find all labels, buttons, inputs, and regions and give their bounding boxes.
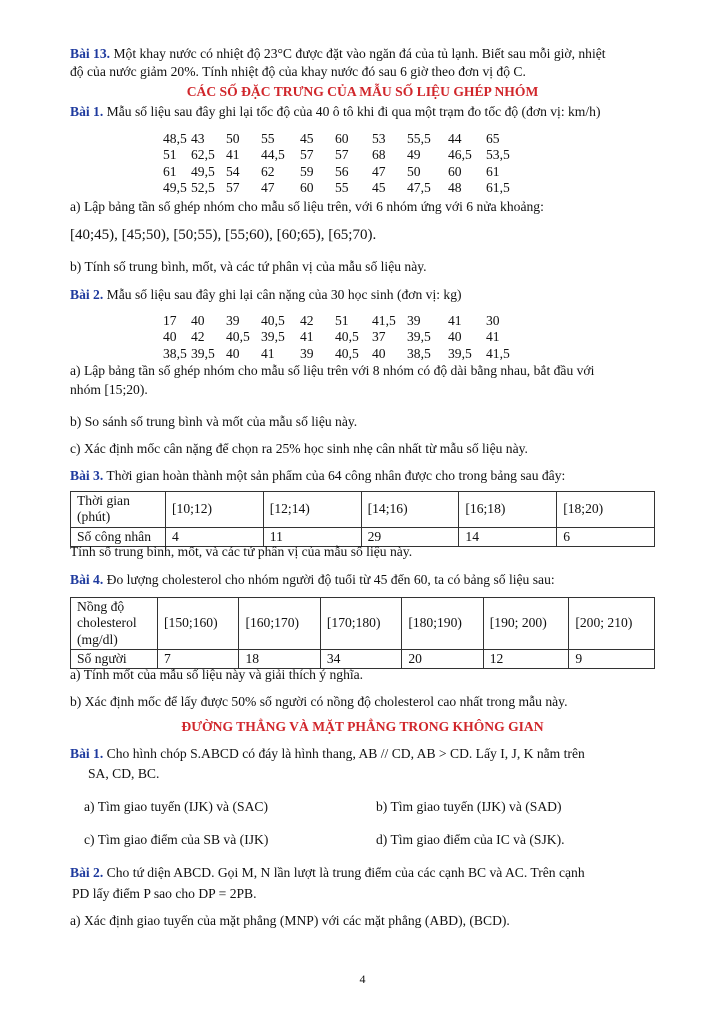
s4-intro: Bài 4. Đo lượng cholesterol cho nhóm người độ tuổi từ 45 đến 60, ta có bảng số liệu sau: [70, 572, 555, 587]
data-cell: 56 [335, 163, 349, 179]
data-cell: 38,5 [163, 345, 187, 361]
data-cell: 40,5 [261, 313, 285, 328]
s4-table [70, 597, 655, 669]
s4-header-cell: Nồng độ cholesterol (mg/dl) [71, 598, 158, 650]
data-row [163, 346, 526, 362]
data-cell: 42 [300, 313, 314, 328]
data-cell: 65 [486, 131, 500, 146]
data-cell: 41 [226, 147, 240, 163]
s1-intervals: [40;45), [45;50), [50;55), [55;60), [60;65), [65;70). [70, 227, 377, 243]
data-row [163, 147, 526, 163]
s4-question-a: a) Tính mốt của mẫu số liệu này và giải thích ý nghĩa. [70, 667, 364, 682]
s4-question-b: b) Xác định mốc để lấy được 50% số người có nồng độ cholesterol cao nhất trong mẫu này. [70, 694, 568, 709]
data-cell: 47,5 [407, 179, 431, 195]
data-cell: 17 [163, 313, 177, 328]
s2-question-b: b) So sánh số trung bình và mốt của mẫu số liệu này. [70, 414, 358, 429]
section-heading-geometry: ĐƯỜNG THẲNG VÀ MẶT PHẲNG TRONG KHÔNG GIAN [181, 719, 544, 734]
s3-count-cell: 11 [263, 527, 361, 546]
data-cell: 38,5 [407, 345, 431, 361]
g1-intro: Bài 1. Cho hình chóp S.ABCD có đáy là hình thang, AB // CD, AB > CD. Lấy I, J, K nằm trên [70, 746, 585, 761]
data-cell: 55,5 [407, 131, 431, 146]
s2-question-a-line2: nhóm [15;20). [70, 382, 148, 397]
data-cell: 52,5 [191, 179, 215, 195]
data-row [163, 164, 526, 180]
data-cell: 40,5 [335, 329, 359, 345]
s3-header-row [71, 492, 655, 528]
data-cell: 40 [191, 313, 205, 328]
data-cell: 49,5 [191, 163, 215, 179]
data-cell: 40 [163, 329, 177, 345]
data-cell: 40 [448, 329, 462, 345]
s3-intro: Bài 3. Thời gian hoàn thành một sản phẩm của 64 công nhân được cho trong bảng sau đây: [70, 468, 566, 483]
s2-question-c: c) Xác định mốc cân nặng để chọn ra 25% học sinh nhẹ cân nhất từ mẫu số liệu này. [70, 441, 528, 456]
data-row [163, 131, 526, 147]
g1-question-a: a) Tìm giao tuyến (IJK) và (SAC) [84, 799, 268, 814]
data-cell: 43 [191, 131, 205, 146]
data-cell: 60 [335, 131, 349, 146]
data-cell: 60 [300, 179, 314, 195]
data-cell: 57 [226, 179, 240, 195]
data-row [163, 329, 526, 345]
data-cell: 30 [486, 313, 500, 328]
data-row [163, 180, 526, 196]
bai13-line1: Bài 13. Một khay nước có nhiệt độ 23°C được đặt vào ngăn đá của tủ lạnh. Biết sau mỗi giờ, nhiệt [70, 46, 606, 61]
data-cell: 41 [261, 345, 275, 361]
s4-count-cell: 12 [483, 649, 569, 668]
s3-header-cell: [10;12) [166, 492, 264, 528]
s4-count-cell: 20 [402, 649, 483, 668]
data-cell: 53 [372, 131, 386, 146]
data-cell: 39 [226, 313, 240, 328]
s3-table [70, 491, 655, 547]
data-cell: 68 [372, 147, 386, 163]
data-cell: 49,5 [163, 179, 187, 195]
data-cell: 39,5 [191, 345, 215, 361]
data-cell: 37 [372, 329, 386, 345]
data-cell: 44,5 [261, 147, 285, 163]
page-number: 4 [359, 972, 366, 986]
data-row [163, 313, 526, 329]
data-cell: 50 [226, 131, 240, 146]
bai13-line2: độ của nước giảm 20%. Tính nhiệt độ của khay nước đó sau 6 giờ theo đơn vị độ C. [70, 64, 526, 79]
g1-question-b: b) Tìm giao tuyến (IJK) và (SAD) [376, 799, 562, 814]
data-cell: 42 [191, 329, 205, 345]
s4-count-cell: 18 [239, 649, 320, 668]
data-cell: 39 [407, 313, 421, 328]
s4-count-cell: 34 [320, 649, 401, 668]
data-cell: 41 [300, 329, 314, 345]
s4-header-cell: [150;160) [158, 598, 239, 650]
s4-count-cell: Số người [71, 649, 158, 668]
s3-question: Tính số trung bình, mốt, và các tứ phân vị của mẫu số liệu này. [70, 544, 413, 559]
data-cell: 39,5 [261, 329, 285, 345]
data-cell: 57 [300, 147, 314, 163]
data-cell: 50 [407, 163, 421, 179]
data-cell: 39 [300, 345, 314, 361]
data-cell: 57 [335, 147, 349, 163]
s3-header-cell: [18;20) [557, 492, 655, 528]
data-cell: 41,5 [486, 345, 510, 361]
s4-count-cell: 9 [569, 649, 655, 668]
data-cell: 39,5 [448, 345, 472, 361]
data-cell: 61 [486, 163, 500, 179]
data-cell: 53,5 [486, 147, 510, 163]
data-cell: 62,5 [191, 147, 215, 163]
data-cell: 54 [226, 163, 240, 179]
data-cell: 51 [163, 147, 177, 163]
s4-header-cell: [160;170) [239, 598, 320, 650]
data-cell: 46,5 [448, 147, 472, 163]
s4-header-row [71, 598, 655, 650]
s2-question-a-line1: a) Lập bảng tần số ghép nhóm cho mẫu số liệu trên với 8 nhóm có độ dài bằng nhau, bắt đầu với [70, 363, 595, 378]
s2-intro: Bài 2. Mẫu số liệu sau đây ghi lại cân nặng của 30 học sinh (đơn vị: kg) [70, 287, 462, 302]
data-cell: 59 [300, 163, 314, 179]
s4-header-cell: [200; 210) [569, 598, 655, 650]
s1-intro: Bài 1. Mẫu số liệu sau đây ghi lại tốc độ của 40 ô tô khi đi qua một trạm đo tốc độ (đơn vị: km/h) [70, 104, 601, 119]
data-cell: 48 [448, 179, 462, 195]
section-heading-statistics: CÁC SỐ ĐẶC TRƯNG CỦA MẪU SỐ LIỆU GHÉP NHÓM [186, 84, 539, 99]
s3-count-cell: 4 [166, 527, 264, 546]
data-cell: 62 [261, 163, 275, 179]
g2-intro-cont: PD lấy điểm P sao cho DP = 2PB. [72, 886, 257, 901]
s3-count-cell: 6 [557, 527, 655, 546]
s3-header-cell: [14;16) [361, 492, 459, 528]
g1-intro-cont: SA, CD, BC. [88, 766, 160, 781]
data-cell: 45 [372, 179, 386, 195]
s3-header-cell: [12;14) [263, 492, 361, 528]
data-cell: 47 [261, 179, 275, 195]
s1-question-a: a) Lập bảng tần số ghép nhóm cho mẫu số liệu trên, với 6 nhóm ứng với 6 nửa khoảng: [70, 199, 544, 214]
s3-header-cell: Thời gian (phút) [71, 492, 166, 528]
g1-question-d: d) Tìm giao điểm của IC và (SJK). [376, 832, 565, 847]
g2-question-a: a) Xác định giao tuyến của mặt phẳng (MNP) với các mặt phẳng (ABD), (BCD). [70, 913, 510, 928]
data-cell: 44 [448, 131, 462, 146]
data-cell: 45 [300, 131, 314, 146]
data-cell: 51 [335, 313, 349, 328]
s1-question-b: b) Tính số trung bình, mốt, và các tứ phân vị của mẫu số liệu này. [70, 259, 427, 274]
s1-data-grid [163, 131, 526, 196]
data-cell: 40,5 [226, 329, 250, 345]
data-cell: 61,5 [486, 179, 510, 195]
s4-header-cell: [190; 200) [483, 598, 569, 650]
s2-data-grid [163, 313, 526, 362]
data-cell: 47 [372, 163, 386, 179]
data-cell: 41 [448, 313, 462, 328]
data-cell: 55 [335, 179, 349, 195]
s3-count-cell: Số công nhân [71, 527, 166, 546]
g1-question-c: c) Tìm giao điểm của SB và (IJK) [84, 832, 269, 847]
data-cell: 49 [407, 147, 421, 163]
data-cell: 39,5 [407, 329, 431, 345]
data-cell: 60 [448, 163, 462, 179]
data-cell: 41,5 [372, 313, 396, 328]
data-cell: 41 [486, 329, 500, 345]
data-cell: 40 [372, 345, 386, 361]
data-cell: 40 [226, 345, 240, 361]
s3-count-cell: 29 [361, 527, 459, 546]
s3-count-cell: 14 [459, 527, 557, 546]
g2-intro: Bài 2. Cho tứ diện ABCD. Gọi M, N lần lượt là trung điểm của các cạnh BC và AC. Trên cạnh [70, 865, 585, 880]
data-cell: 40,5 [335, 345, 359, 361]
s4-count-row [71, 649, 655, 668]
s4-header-cell: [180;190) [402, 598, 483, 650]
s4-header-cell: [170;180) [320, 598, 401, 650]
s3-header-cell: [16;18) [459, 492, 557, 528]
data-cell: 48,5 [163, 131, 187, 146]
data-cell: 61 [163, 163, 177, 179]
data-cell: 55 [261, 131, 275, 146]
s4-count-cell: 7 [158, 649, 239, 668]
